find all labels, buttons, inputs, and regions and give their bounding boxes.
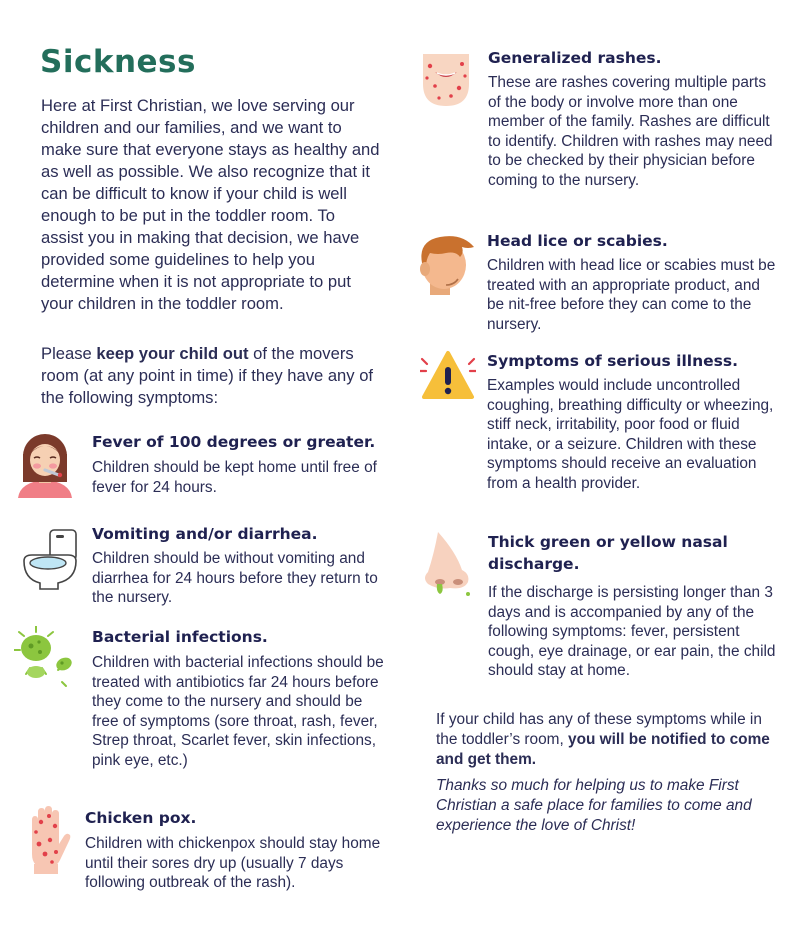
- notify-pre: If your child has any of these symptoms while in the toddler’s room,: [436, 711, 762, 748]
- page-title: Sickness: [40, 44, 196, 80]
- rashes-heading: Generalized rashes.: [488, 49, 662, 67]
- runny-nose-icon: [420, 532, 476, 601]
- spotted-hand-icon: [22, 806, 72, 879]
- head-lice-icon: [416, 233, 476, 300]
- sick-child-thermometer-icon: [14, 432, 76, 503]
- head-lice-body: Children with head lice or scabies must be treated with an appropriate product, and be nit-free before they can come to the nursery.: [487, 257, 776, 333]
- keep-bold: keep your child out: [96, 344, 249, 363]
- vomiting-heading: Vomiting and/or diarrhea.: [92, 525, 318, 543]
- warning-icon: [420, 347, 476, 406]
- intro-paragraph: Here at First Christian, we love serving our children and our families, and we want to make sure that everyone stays as healthy and as well as possible. We also recognize that it can be difficult to know if your child is well enough to be put in the toddler room. To assist you in making that decision, we have provided some guidelines to help you determine when it is not appropriate to put your children in the toddler room.: [41, 96, 380, 313]
- serious-illness-heading: Symptoms of serious illness.: [487, 352, 738, 370]
- nasal-body: If the discharge is persisting longer than 3 days and is accompanied by any of the following symptoms: fever, persistent cough, eye drainage, or ear pain, the child should stay at home.: [488, 584, 776, 680]
- keep-pre: Please: [41, 344, 97, 363]
- rash-face-icon: [421, 54, 471, 111]
- fever-body: Children should be kept home until free of fever for 24 hours.: [92, 459, 377, 496]
- bacterial-body: Children with bacterial infections should be treated with antibiotics far 24 hours before they come to the nursery and should be free of symptoms (sore throat, rash, fever, Strep throat, Scarlet fever, skin infections, pink eye, etc.): [92, 654, 384, 769]
- bacterial-heading: Bacterial infections.: [92, 628, 268, 646]
- keep-post: of the movers room (at any point in time) if they have any of the following symptoms:: [41, 344, 374, 407]
- keep-child-out-paragraph: [41, 343, 381, 409]
- chicken-pox-body: Children with chickenpox should stay home until their sores dry up (usually 7 days following outbreak of the rash).: [85, 835, 381, 892]
- vomiting-body: Children should be without vomiting and diarrhea for 24 hours before they return to the nursery.: [92, 550, 378, 607]
- serious-illness-body: Examples would include uncontrolled coughing, breathing difficulty or wheezing, stiff neck, irritability, poor food or fluid intake, or a seizure. Children with these symptoms should receive an evaluation from a health provider.: [487, 377, 774, 492]
- thanks-paragraph: Thanks so much for helping us to make First Christian a safe place for families to come and experience the love of Christ!: [436, 777, 752, 834]
- head-lice-heading: Head lice or scabies.: [487, 232, 668, 250]
- nasal-heading: Thick green or yellow nasal discharge.: [488, 533, 728, 573]
- fever-heading: Fever of 100 degrees or greater.: [92, 433, 376, 451]
- notify-paragraph: [436, 710, 776, 770]
- toilet-icon: [20, 527, 80, 596]
- notify-bold: you will be notified to come and get them.: [436, 731, 770, 768]
- chicken-pox-heading: Chicken pox.: [85, 809, 197, 827]
- bacteria-icon: [14, 626, 78, 693]
- rashes-body: These are rashes covering multiple parts of the body or involve more than one member of the family. Rashes are difficult to identify. Children with rashes may need to be checked by their physician before coming to the nursery.: [488, 74, 773, 189]
